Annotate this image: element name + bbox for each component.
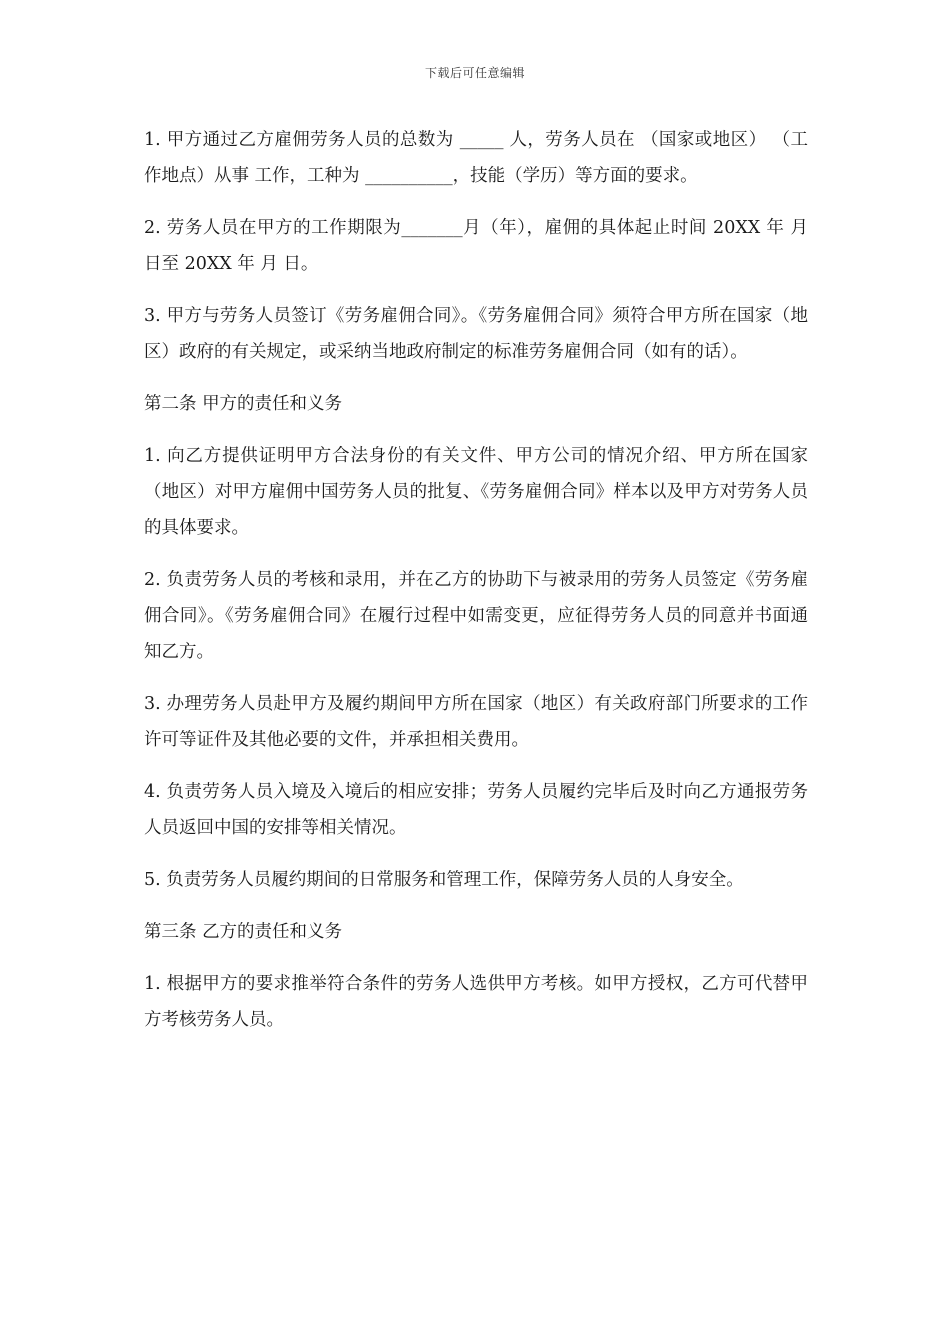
clause-2-2: 2. 负责劳务人员的考核和录用，并在乙方的协助下与被录用的劳务人员签定《劳务雇佣合同》。《劳务雇佣合同》在履行过程中如需变更，应征得劳务人员的同意并书面通知乙方。 bbox=[144, 570, 808, 662]
clause-2-3: 3. 办理劳务人员赴甲方及履约期间甲方所在国家（地区）有关政府部门所要求的工作许可等证件及其他必要的文件，并承担相关费用。 bbox=[144, 694, 808, 750]
clause-1-2: 2. 劳务人员在甲方的工作期限为_______月（年），雇佣的具体起止时间 20XX 年 月 日至 20XX 年 月 日。 bbox=[144, 218, 808, 274]
clause-3-1: 1. 根据甲方的要求推举符合条件的劳务人选供甲方考核。如甲方授权，乙方可代替甲方考核劳务人员。 bbox=[144, 974, 808, 1030]
document-body bbox=[144, 122, 808, 1054]
clause-2-5: 5. 负责劳务人员履约期间的日常服务和管理工作，保障劳务人员的人身安全。 bbox=[144, 870, 744, 890]
clause-1-3: 3. 甲方与劳务人员签订《劳务雇佣合同》。《劳务雇佣合同》须符合甲方所在国家（地区）政府的有关规定，或采纳当地政府制定的标准劳务雇佣合同（如有的话）。 bbox=[144, 306, 808, 362]
clause-2-1: 1. 向乙方提供证明甲方合法身份的有关文件、甲方公司的情况介绍、甲方所在国家（地区）对甲方雇佣中国劳务人员的批复、《劳务雇佣合同》样本以及甲方对劳务人员的具体要求。 bbox=[144, 446, 808, 538]
article-2-heading: 第二条 甲方的责任和义务 bbox=[144, 394, 343, 414]
page-header: 下载后可任意编辑 bbox=[424, 66, 525, 80]
clause-1-1: 1. 甲方通过乙方雇佣劳务人员的总数为 _____ 人，劳务人员在 （国家或地区） （工作地点）从事 工作，工种为 __________，技能（学历）等方面的要求。 bbox=[144, 130, 808, 186]
clause-2-4: 4. 负责劳务人员入境及入境后的相应安排；劳务人员履约完毕后及时向乙方通报劳务人员返回中国的安排等相关情况。 bbox=[144, 782, 808, 838]
article-3-heading: 第三条 乙方的责任和义务 bbox=[144, 922, 343, 942]
